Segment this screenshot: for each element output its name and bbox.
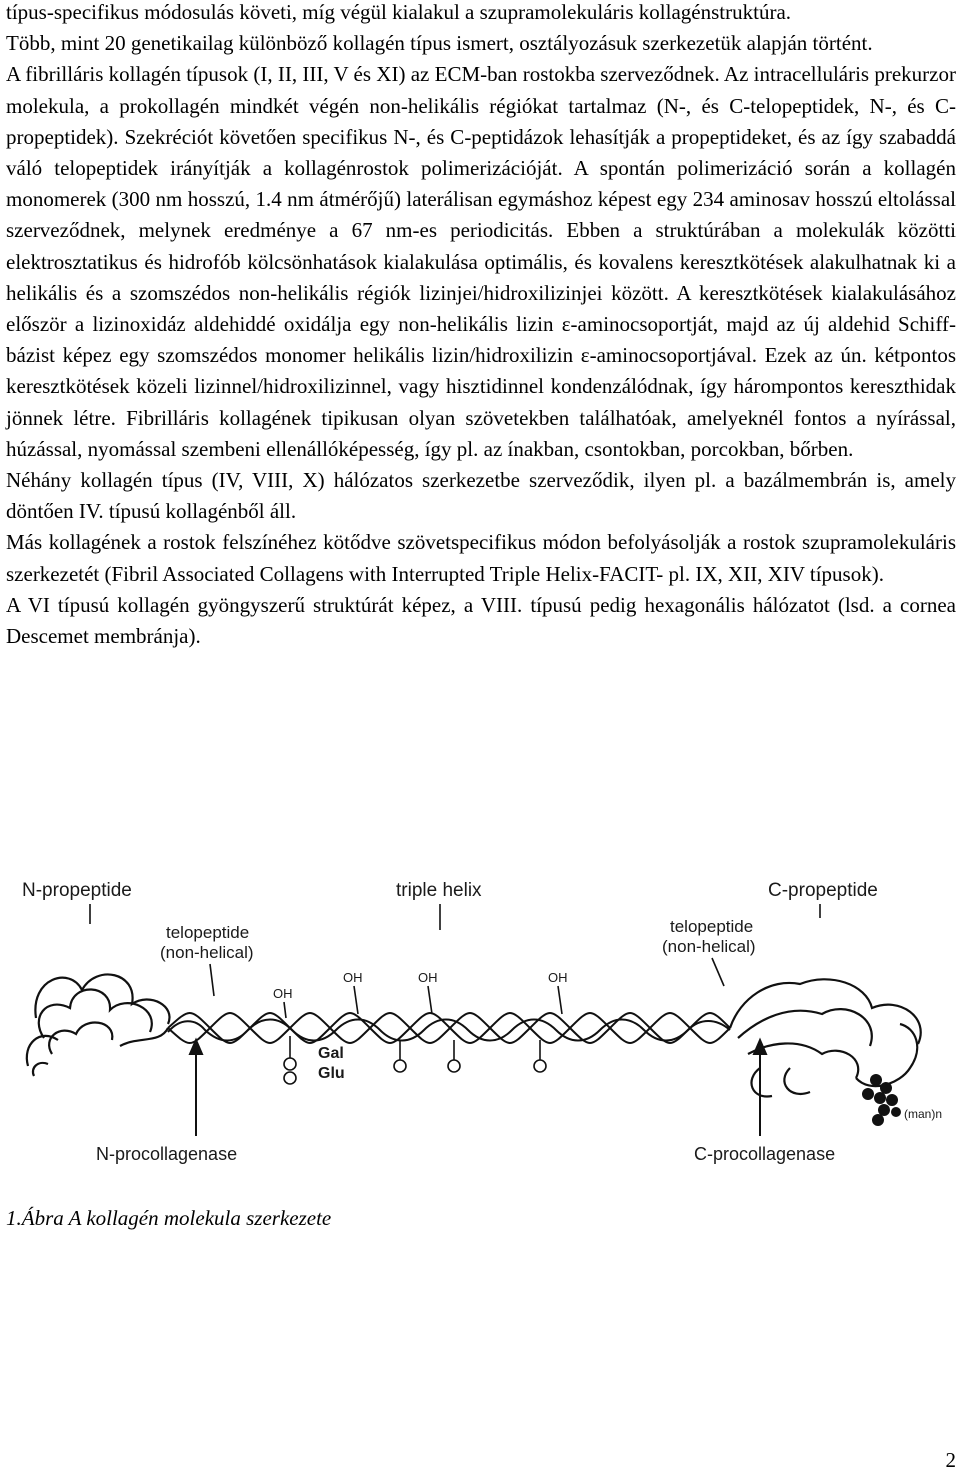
paragraph-4: Néhány kollagén típus (IV, VIII, X) hálózatos szerkezetbe szerveződik, ilyen pl. a bazálmembrán is, amely döntően IV. típusú kollagénből áll. bbox=[6, 468, 956, 524]
body-text bbox=[6, 0, 956, 652]
n-propeptide-label: N-propeptide bbox=[22, 880, 132, 901]
collagen-molecule-figure bbox=[0, 868, 960, 1188]
mannose-label: (man)n bbox=[904, 1107, 943, 1121]
paragraph-5: Más kollagének a rostok felszínéhez kötődve szövetspecifikus módon befolyásolják a rostok szupramolekuláris szerkezetét (Fibril Associated Collagens with Interrupted Triple Helix-FACIT- pl. IX, XII, XIV típusok). bbox=[6, 530, 956, 586]
hydroxyl-groups bbox=[273, 970, 568, 1018]
paragraph-6: A VI típusú kollagén gyöngyszerű struktúrát képez, a VIII. típusú pedig hexagonális hálózatot (lsd. a cornea Descemet membránja). bbox=[6, 592, 956, 649]
telopeptide-right-sublabel: (non-helical) bbox=[662, 937, 756, 956]
cleavage-arrows bbox=[190, 1040, 766, 1136]
paragraph-3: A fibrilláris kollagén típusok (I, II, III, V és XI) az ECM-ban rostokba szerveződnek. Az intracelluláris prekurzor molekula, a prokollagén mindkét végén non-helikális régiókat tartalmaz (N-, és C-telopeptidek, N-, és C-propeptidek). Szekréciót követően specifikus N-, és C-peptidázok lehasítják a propeptideket, és az így szabaddá váló telopeptidek irányítják a kollagénrostok polimerizációját. A spontán polimerizáció során a kollagén monomerek (300 nm hosszú, 1.4 nm átmérőjű) laterálisan egymáshoz képest egy 234 aminosav hosszú eltolással szerveződnek, melynek eredménye a 67 nm-es periodicitás. Ebben a struktúrában a molekulák közötti elektrosztatikus és hidrofób kölcsönhatások kialakulása optimális, és kovalens keresztkötések alakulhatnak ki a helikális és a szomszédos non-helikális régiók lizinjei/hidroxilizinjei között. A keresztkötések kialakulásához először a lizinoxidáz aldehiddé oxidálja egy non-helikális lizin ε-aminocsoportját, majd az új aldehid Schiff-bázist képez egy szomszédos monomer helikális lizin/hidroxilizin ε-aminocsoportjával. Ezek az ún. kétpontos keresztkötések közeli lizinnel/hidroxilizinnel, vagy hisztidinnel kondenzálódnak, így hárompontos kereszthidak jönnek létre. Fibrilláris kollagének tipikusan olyan szövetekben találhatóak, amelyeknél fontos a nyírással, húzással, nyomással szembeni ellenállóképesség, így pl. az ínakban, csontokban, porcokban, bőrben. bbox=[6, 62, 956, 461]
triple-helix-strands bbox=[168, 1013, 730, 1043]
c-propeptide-label: C-propeptide bbox=[768, 880, 878, 901]
gal-label: Gal bbox=[318, 1045, 344, 1062]
oh-label-4: OH bbox=[273, 986, 293, 1001]
oh-label-3: OH bbox=[548, 970, 568, 985]
figure-caption: 1.Ábra A kollagén molekula szerkezete bbox=[6, 1206, 332, 1230]
n-procollagenase-label: N-procollagenase bbox=[96, 1144, 238, 1164]
c-propeptide-globule bbox=[730, 979, 921, 1096]
glu-label: Glu bbox=[318, 1065, 345, 1082]
telopeptide-left-label: telopeptide bbox=[166, 923, 250, 942]
telopeptide-left-sublabel: (non-helical) bbox=[160, 943, 254, 962]
oh-label-2: OH bbox=[418, 970, 438, 985]
oh-label-1: OH bbox=[343, 970, 363, 985]
paragraph-1: típus-specifikus módosulás követi, míg végül kialakul a szupramolekuláris kollagénstruktúra. bbox=[6, 0, 792, 24]
n-propeptide-globule bbox=[27, 974, 170, 1076]
page-number: 2 bbox=[945, 1448, 956, 1472]
triple-helix-label: triple helix bbox=[396, 880, 482, 901]
telopeptide-right-label: telopeptide bbox=[670, 917, 754, 936]
paragraph-2: Több, mint 20 genetikailag különböző kollagén típus ismert, osztályozásuk szerkezetük alapján történt. bbox=[6, 31, 873, 56]
c-procollagenase-label: C-procollagenase bbox=[694, 1144, 836, 1164]
